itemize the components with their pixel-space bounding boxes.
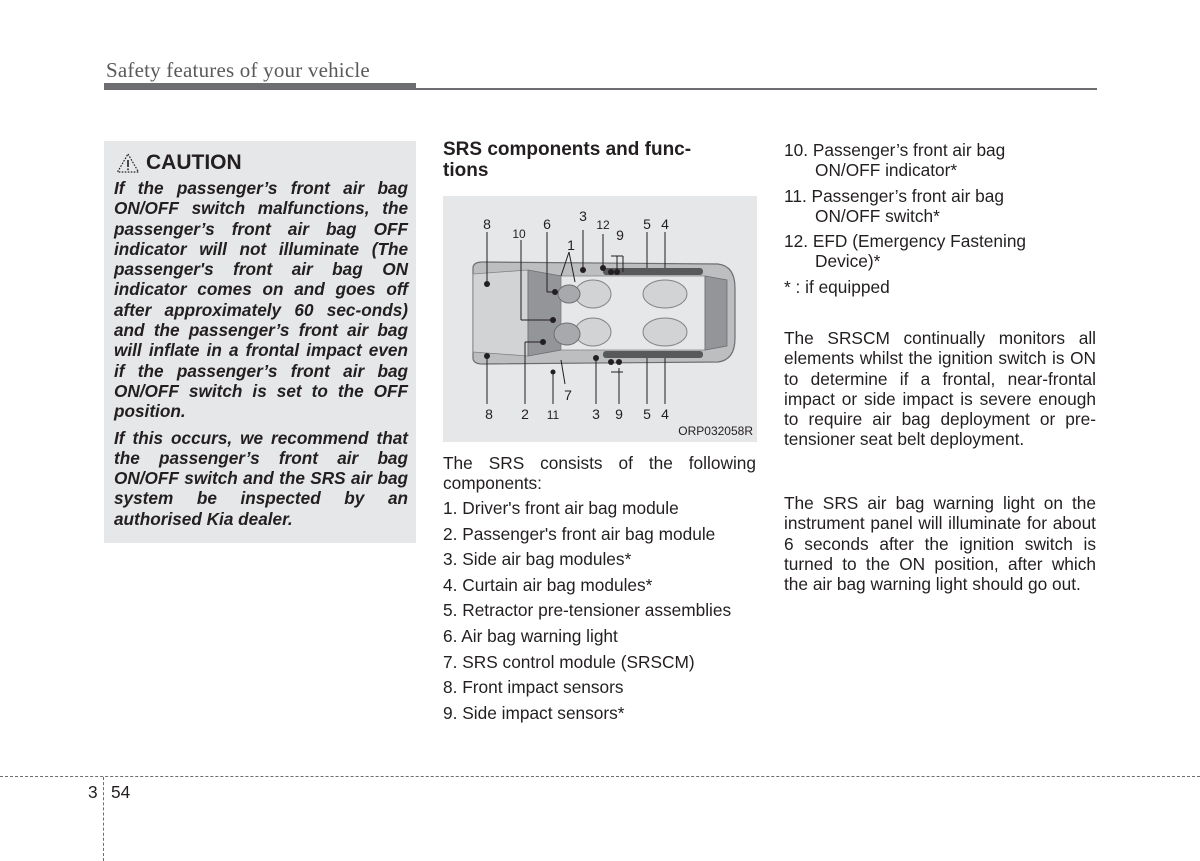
- diagram-label-6: 6: [543, 216, 551, 232]
- passenger-seat: [575, 318, 611, 346]
- diagram-label-12: 12: [596, 218, 610, 232]
- list-item: 5. Retractor pre-tensioner assemblies: [443, 600, 732, 621]
- header-rule-thin: [416, 88, 1097, 90]
- passenger-airbag: [554, 323, 580, 345]
- diagram-label-8-bottom: 8: [485, 406, 493, 422]
- car-hood: [473, 270, 528, 356]
- list-item: 2. Passenger's front air bag module: [443, 523, 716, 544]
- car-topview-illustration: [443, 196, 757, 442]
- list-item: 7. SRS control module (SRSCM): [443, 651, 695, 672]
- list-item: 9. Side impact sensors*: [443, 702, 625, 723]
- components-intro: The SRS consists of the following components:: [443, 453, 756, 494]
- diagram-label-11: 11: [546, 408, 560, 422]
- diagram-label-7: 7: [564, 387, 572, 403]
- list-item: 3. Side air bag modules*: [443, 549, 632, 570]
- diagram-label-4-top: 4: [661, 216, 669, 232]
- list-item: 6. Air bag warning light: [443, 625, 618, 646]
- list-item: 12. EFD (Emergency Fastening Device)*: [784, 231, 1027, 272]
- footnote: * : if equipped: [784, 277, 890, 297]
- srscm-paragraph: The SRSCM continually monitors all elements whilst the ignition switch is ON to determine if a frontal, near-frontal impact or side impact is severe enough to require air bag deployment or pre-tensioner seat belt deployment.: [784, 328, 1096, 450]
- section-title: SRS components and func- tions: [443, 139, 692, 181]
- diagram-label-2: 2: [521, 406, 529, 422]
- diagram-label-8-top: 8: [483, 216, 491, 232]
- diagram-code: ORP032058R: [678, 424, 753, 438]
- header-rule-thick: [104, 83, 416, 90]
- diagram-label-5-bottom: 5: [643, 406, 651, 422]
- curtain-airbag-bottom: [603, 351, 703, 358]
- components-list: [443, 497, 731, 727]
- rear-window: [705, 276, 727, 350]
- srs-components-diagram: [443, 196, 757, 442]
- page-header-title: Safety features of your vehicle: [106, 58, 370, 82]
- page-number: 54: [111, 782, 131, 802]
- driver-airbag: [558, 285, 580, 303]
- components-list-continued: [784, 140, 1096, 277]
- diagram-label-4-bottom: 4: [661, 406, 669, 422]
- caution-paragraph-1: If the passenger’s front air bag ON/OFF switch malfunctions, the passenger’s front air bag OFF indicator will not illuminate (The passenger's front air bag ON indicator comes on and goes off after approximately 60 sec-onds) and the passenger’s front air bag will inflate in a frontal impact even if the passenger’s front air bag ON/OFF switch is set to the OFF position.: [114, 178, 409, 422]
- list-item: 1. Driver's front air bag module: [443, 498, 679, 518]
- diagram-label-5-top: 5: [643, 216, 651, 232]
- diagram-label-10: 10: [512, 227, 526, 241]
- diagram-label-3-top: 3: [579, 208, 587, 224]
- caution-header: [116, 151, 408, 175]
- diagram-label-1: 1: [567, 237, 575, 253]
- list-item: 8. Front impact sensors: [443, 677, 624, 698]
- footer-vertical-rule: [103, 777, 104, 861]
- caution-paragraph-2: If this occurs, we recommend that the passenger’s front air bag ON/OFF switch and the SRS air bag system be inspected by an authorised Kia dealer.: [114, 427, 409, 529]
- chapter-number: 3: [88, 782, 98, 802]
- rear-seat-left: [643, 280, 687, 308]
- list-item: 10. Passenger’s front air bag ON/OFF indicator*: [784, 140, 1006, 181]
- diagram-label-9-bottom: 9: [615, 406, 623, 422]
- list-item: 11. Passenger’s front air bag ON/OFF switch*: [784, 185, 1004, 226]
- diagram-label-9-top: 9: [616, 227, 624, 243]
- warning-triangle-icon: [116, 152, 140, 174]
- diagram-label-3-bottom: 3: [592, 406, 600, 422]
- caution-box: [104, 141, 416, 543]
- rear-seat-right: [643, 318, 687, 346]
- list-item: 4. Curtain air bag modules*: [443, 574, 653, 595]
- caution-title: CAUTION: [146, 151, 242, 174]
- warning-light-paragraph: The SRS air bag warning light on the instrument panel will illuminate for about 6 seconds after the ignition switch is turned to the ON position, after which the air bag warning light should go out.: [784, 493, 1096, 595]
- footer-rule: [0, 776, 1200, 777]
